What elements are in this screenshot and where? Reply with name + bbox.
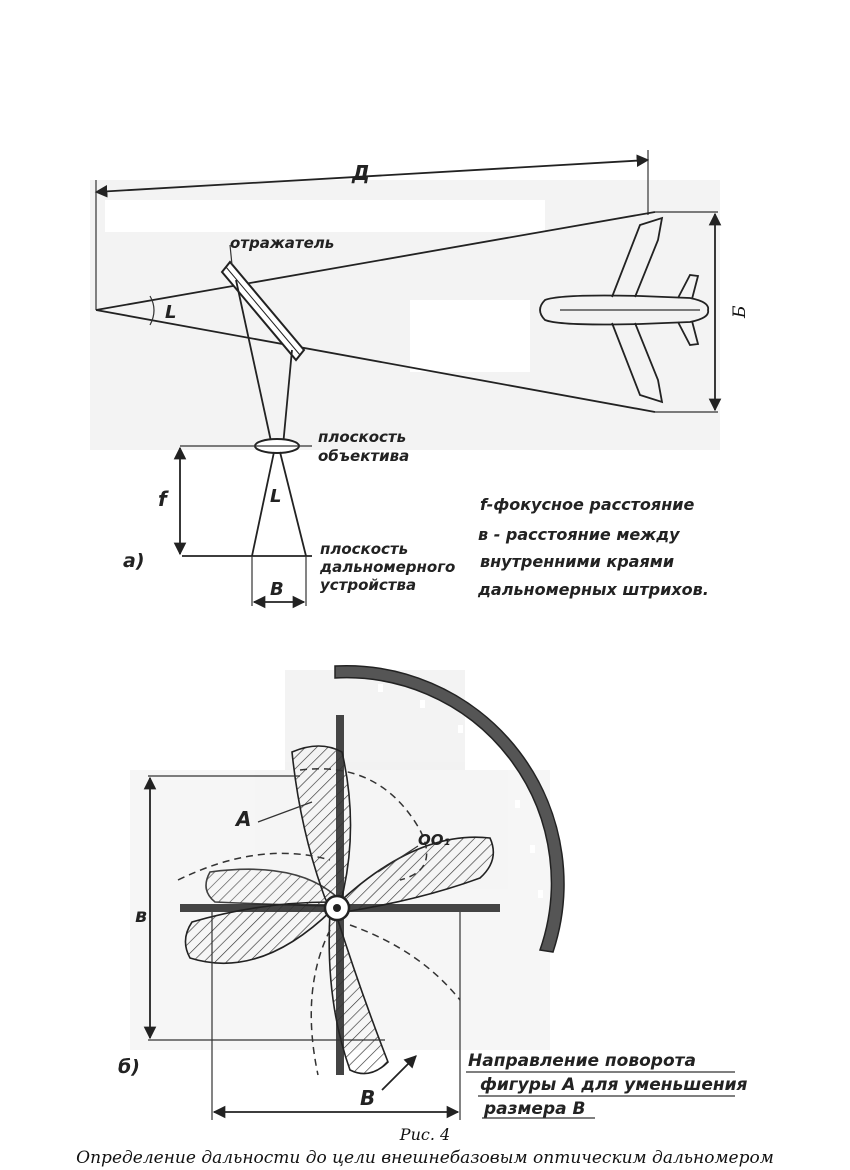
blank-patch	[410, 300, 530, 372]
direction-label-2: фигуры А для уменьшения	[480, 1075, 748, 1095]
focal-label: f	[158, 487, 167, 511]
width-label: B	[360, 1086, 376, 1110]
height-label: в	[135, 905, 148, 927]
rangefinder-plane-label-3: устройства	[320, 576, 417, 594]
caption-number: Рис. 4	[399, 1125, 451, 1144]
rangefinder-plane-label-1: плоскость	[320, 540, 409, 558]
legend-line-4: дальномерных штрихов.	[478, 580, 709, 599]
figure-label: A	[236, 807, 252, 831]
lower-angle-label: L	[270, 486, 282, 507]
caption-title: Определение дальности до цели внешнебазовым оптическим дальномером	[76, 1148, 774, 1168]
direction-label-1: Направление поворота	[468, 1051, 696, 1071]
lens-plane-label-2: объектива	[318, 447, 410, 465]
figure-b-letter: б)	[118, 1056, 140, 1078]
rotation-hub-center	[333, 904, 341, 912]
direction-label-3: размера В	[484, 1099, 586, 1119]
rangefinder-plane-label-2: дальномерного	[320, 558, 456, 576]
legend-line-1: f-фокусное расстояние	[480, 495, 695, 514]
axis-label: OO₁	[418, 831, 451, 849]
lens-plane-label-1: плоскость	[318, 428, 407, 446]
target-size-label: Б	[730, 305, 750, 318]
distance-label: Д	[352, 161, 370, 185]
blank-patch	[105, 200, 545, 232]
reflector-label: отражатель	[230, 234, 335, 252]
legend-line-3: внутренними краями	[480, 552, 675, 571]
baseline-label: В	[270, 579, 284, 600]
image-ray-right	[280, 452, 306, 556]
angle-label: L	[165, 302, 177, 323]
figure-a-letter: а)	[123, 550, 145, 572]
legend-line-2: в - расстояние между	[478, 525, 680, 544]
